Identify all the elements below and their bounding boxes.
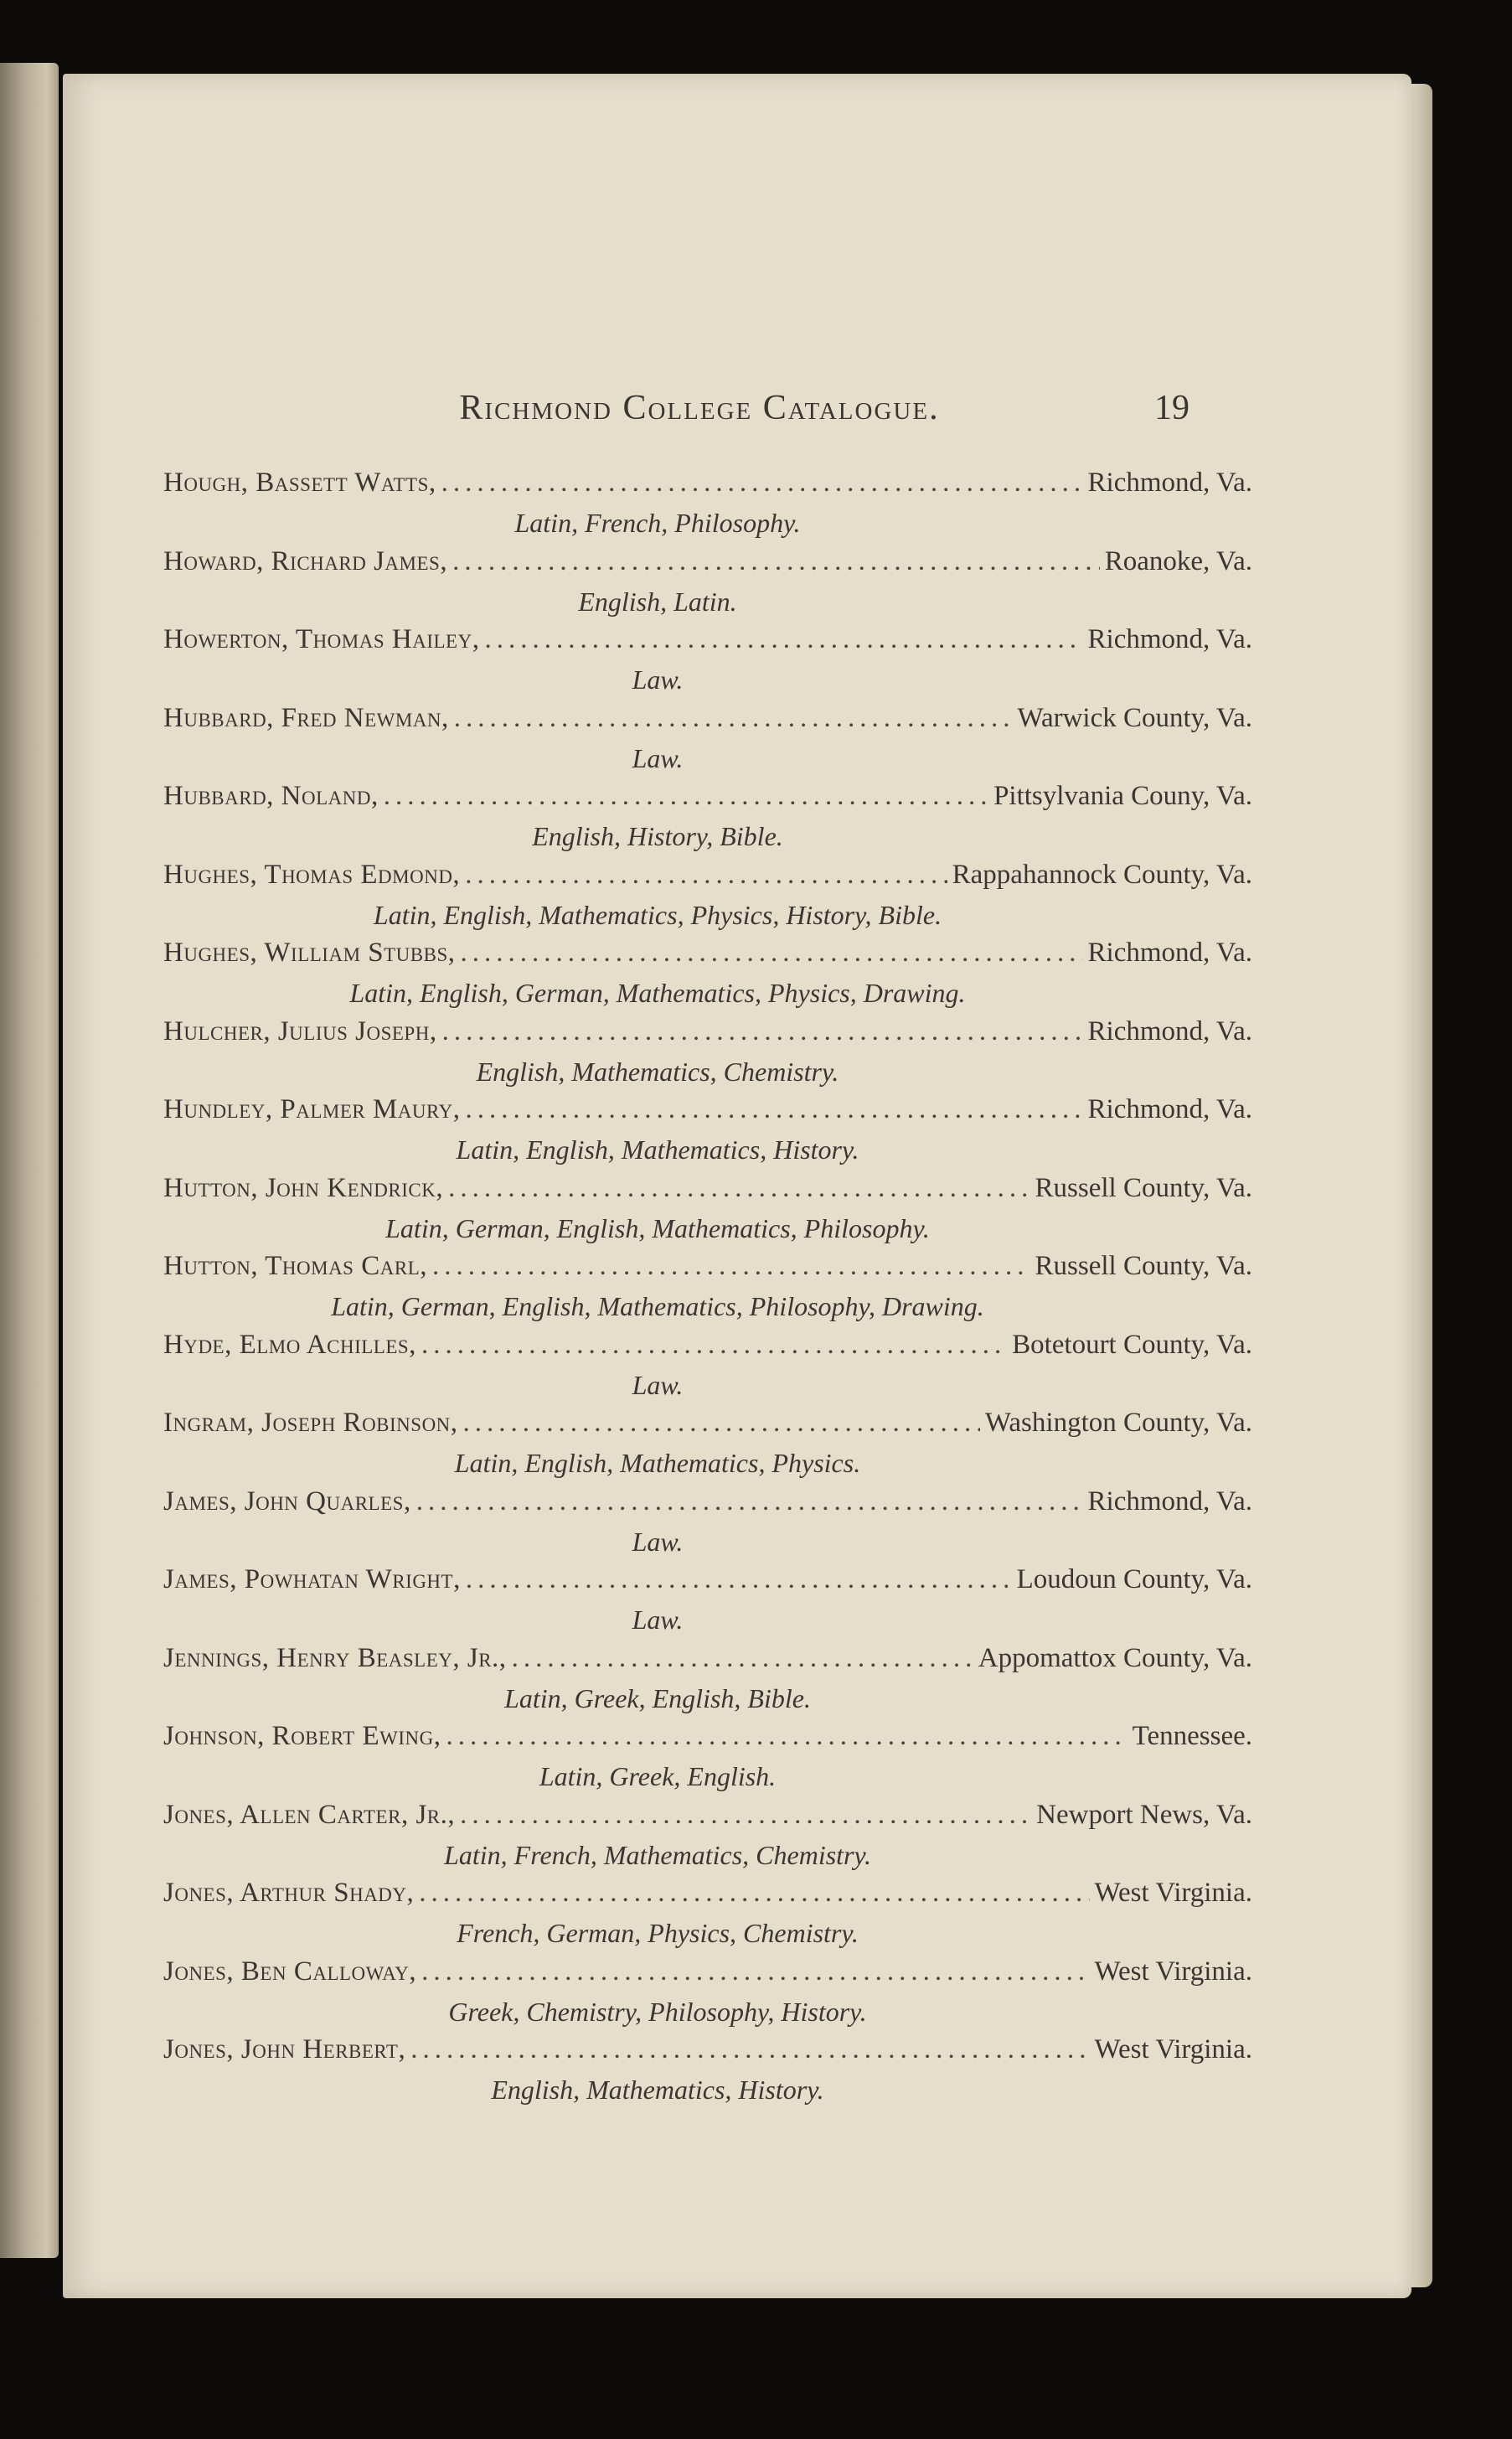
student-residence: Warwick County, Va. xyxy=(1017,702,1252,733)
student-studies: Law. xyxy=(632,664,684,695)
leader-dots xyxy=(448,1173,1030,1204)
student-entry xyxy=(163,1330,1252,1408)
student-studies: Latin, French, Mathematics, Chemistry. xyxy=(444,1839,871,1870)
leader-dots xyxy=(452,546,1100,577)
leader-dots xyxy=(410,2034,1089,2065)
student-name: Jones, Arthur Shady, xyxy=(163,1878,415,1908)
leader-dots xyxy=(384,781,988,812)
running-title: Richmond College Catalogue. xyxy=(459,389,940,427)
student-residence: West Virginia. xyxy=(1094,2034,1252,2064)
student-name: Hutton, Thomas Carl, xyxy=(163,1251,427,1281)
student-studies: English, Latin. xyxy=(578,586,737,617)
student-entry xyxy=(163,1956,1252,2035)
leader-dots xyxy=(465,1094,1082,1125)
student-name: Howard, Richard James, xyxy=(163,545,448,576)
student-studies: Latin, German, English, Mathematics, Philosophy, Drawing. xyxy=(331,1291,984,1321)
student-residence: Appomattox County, Va. xyxy=(978,1642,1252,1673)
student-name: Hutton, John Kendrick, xyxy=(163,1172,444,1203)
student-entry xyxy=(163,938,1252,1016)
student-entry xyxy=(163,1643,1252,1722)
leader-dots xyxy=(416,1486,1083,1517)
student-residence: Botetourt County, Va. xyxy=(1012,1329,1252,1360)
student-studies: Latin, German, English, Mathematics, Philosophy. xyxy=(385,1212,930,1243)
student-studies: Law. xyxy=(632,1604,684,1635)
student-name: Jones, Allen Carter, Jr., xyxy=(163,1799,456,1830)
leader-dots xyxy=(512,1643,973,1674)
leader-dots xyxy=(432,1251,1030,1282)
student-name: Ingram, Joseph Robinson, xyxy=(163,1408,458,1438)
student-residence: Richmond, Va. xyxy=(1087,938,1252,968)
student-entry xyxy=(163,1564,1252,1643)
student-studies: English, Mathematics, History. xyxy=(491,2075,824,2105)
student-studies: Latin, English, Mathematics, Physics, History, Bible. xyxy=(373,899,942,930)
student-residence: Russell County, Va. xyxy=(1035,1172,1252,1203)
student-residence: Richmond, Va. xyxy=(1087,1486,1252,1517)
student-entry xyxy=(163,1094,1252,1173)
facing-page-edge xyxy=(0,63,59,2258)
leader-dots xyxy=(419,1878,1089,1909)
student-name: James, John Quarles, xyxy=(163,1486,411,1517)
student-studies: Latin, French, Philosophy. xyxy=(514,508,801,538)
leader-dots xyxy=(460,1800,1031,1831)
student-studies: Latin, Greek, English. xyxy=(539,1761,777,1791)
student-entry xyxy=(163,1408,1252,1486)
leader-dots xyxy=(421,1330,1007,1361)
student-name: Howerton, Thomas Hailey, xyxy=(163,624,480,654)
student-name: Hulcher, Julius Joseph, xyxy=(163,1015,437,1046)
student-studies: French, German, Physics, Chemistry. xyxy=(457,1918,859,1948)
student-entry xyxy=(163,1251,1252,1330)
student-name: Hyde, Elmo Achilles, xyxy=(163,1329,416,1360)
student-residence: West Virginia. xyxy=(1094,1878,1252,1908)
student-studies: Latin, English, German, Mathematics, Physics, Drawing. xyxy=(349,978,966,1008)
leader-dots xyxy=(484,624,1082,655)
student-name: Hubbard, Fred Newman, xyxy=(163,702,449,733)
leader-dots xyxy=(466,1564,1012,1595)
student-entry xyxy=(163,1878,1252,1956)
student-entry xyxy=(163,1800,1252,1878)
student-studies: Latin, English, Mathematics, Physics. xyxy=(454,1448,861,1478)
student-studies: English, History, Bible. xyxy=(532,821,783,851)
student-residence: Russell County, Va. xyxy=(1035,1251,1252,1281)
student-residence: Richmond, Va. xyxy=(1087,1015,1252,1046)
student-studies: Law. xyxy=(632,1526,684,1557)
student-list xyxy=(163,468,1252,2113)
student-name: James, Powhatan Wright, xyxy=(163,1564,461,1594)
leader-dots xyxy=(465,860,947,891)
leader-dots xyxy=(446,1721,1127,1752)
student-residence: Loudoun County, Va. xyxy=(1016,1564,1252,1594)
student-studies: Law. xyxy=(632,742,684,773)
page-number: 19 xyxy=(1154,389,1189,427)
student-entry xyxy=(163,703,1252,782)
student-name: Jones, Ben Calloway, xyxy=(163,1956,417,1987)
student-residence: Newport News, Va. xyxy=(1036,1799,1252,1830)
student-name: Hubbard, Noland, xyxy=(163,781,379,811)
student-name: Hughes, Thomas Edmond, xyxy=(163,859,461,890)
leader-dots xyxy=(441,468,1083,499)
student-name: Hundley, Palmer Maury, xyxy=(163,1094,461,1124)
student-entry xyxy=(163,546,1252,625)
student-residence: Richmond, Va. xyxy=(1087,1094,1252,1124)
student-entry xyxy=(163,1486,1252,1565)
leader-dots xyxy=(461,938,1083,969)
catalogue-page xyxy=(63,74,1411,2298)
student-studies: Latin, Greek, English, Bible. xyxy=(504,1682,811,1713)
student-name: Jennings, Henry Beasley, Jr., xyxy=(163,1642,507,1673)
student-residence: Washington County, Va. xyxy=(984,1408,1252,1438)
student-name: Johnson, Robert Ewing, xyxy=(163,1721,441,1751)
student-studies: English, Mathematics, Chemistry. xyxy=(476,1056,839,1087)
student-residence: Rappahannock County, Va. xyxy=(952,859,1252,890)
student-residence: Richmond, Va. xyxy=(1087,468,1252,498)
leader-dots xyxy=(454,703,1013,734)
leader-dots xyxy=(442,1016,1083,1047)
student-entry xyxy=(163,860,1252,938)
student-name: Jones, John Herbert, xyxy=(163,2034,406,2064)
student-studies: Greek, Chemistry, Philosophy, History. xyxy=(448,1996,867,2027)
student-entry xyxy=(163,468,1252,546)
student-entry xyxy=(163,624,1252,703)
leader-dots xyxy=(463,1408,980,1439)
student-studies: Law. xyxy=(632,1369,684,1400)
student-residence: Richmond, Va. xyxy=(1087,624,1252,654)
student-entry xyxy=(163,2034,1252,2113)
student-entry xyxy=(163,781,1252,860)
student-studies: Latin, English, Mathematics, History. xyxy=(456,1134,859,1165)
student-residence: West Virginia. xyxy=(1094,1956,1252,1987)
student-entry xyxy=(163,1016,1252,1095)
student-residence: Tennessee. xyxy=(1132,1721,1252,1751)
student-residence: Pittsylvania Couny, Va. xyxy=(993,781,1252,811)
student-name: Hough, Bassett Watts, xyxy=(163,468,436,498)
leader-dots xyxy=(421,1956,1089,1987)
student-residence: Roanoke, Va. xyxy=(1104,545,1252,576)
running-head xyxy=(63,388,1411,438)
student-entry xyxy=(163,1173,1252,1252)
student-name: Hughes, William Stubbs, xyxy=(163,938,456,968)
student-entry xyxy=(163,1721,1252,1800)
